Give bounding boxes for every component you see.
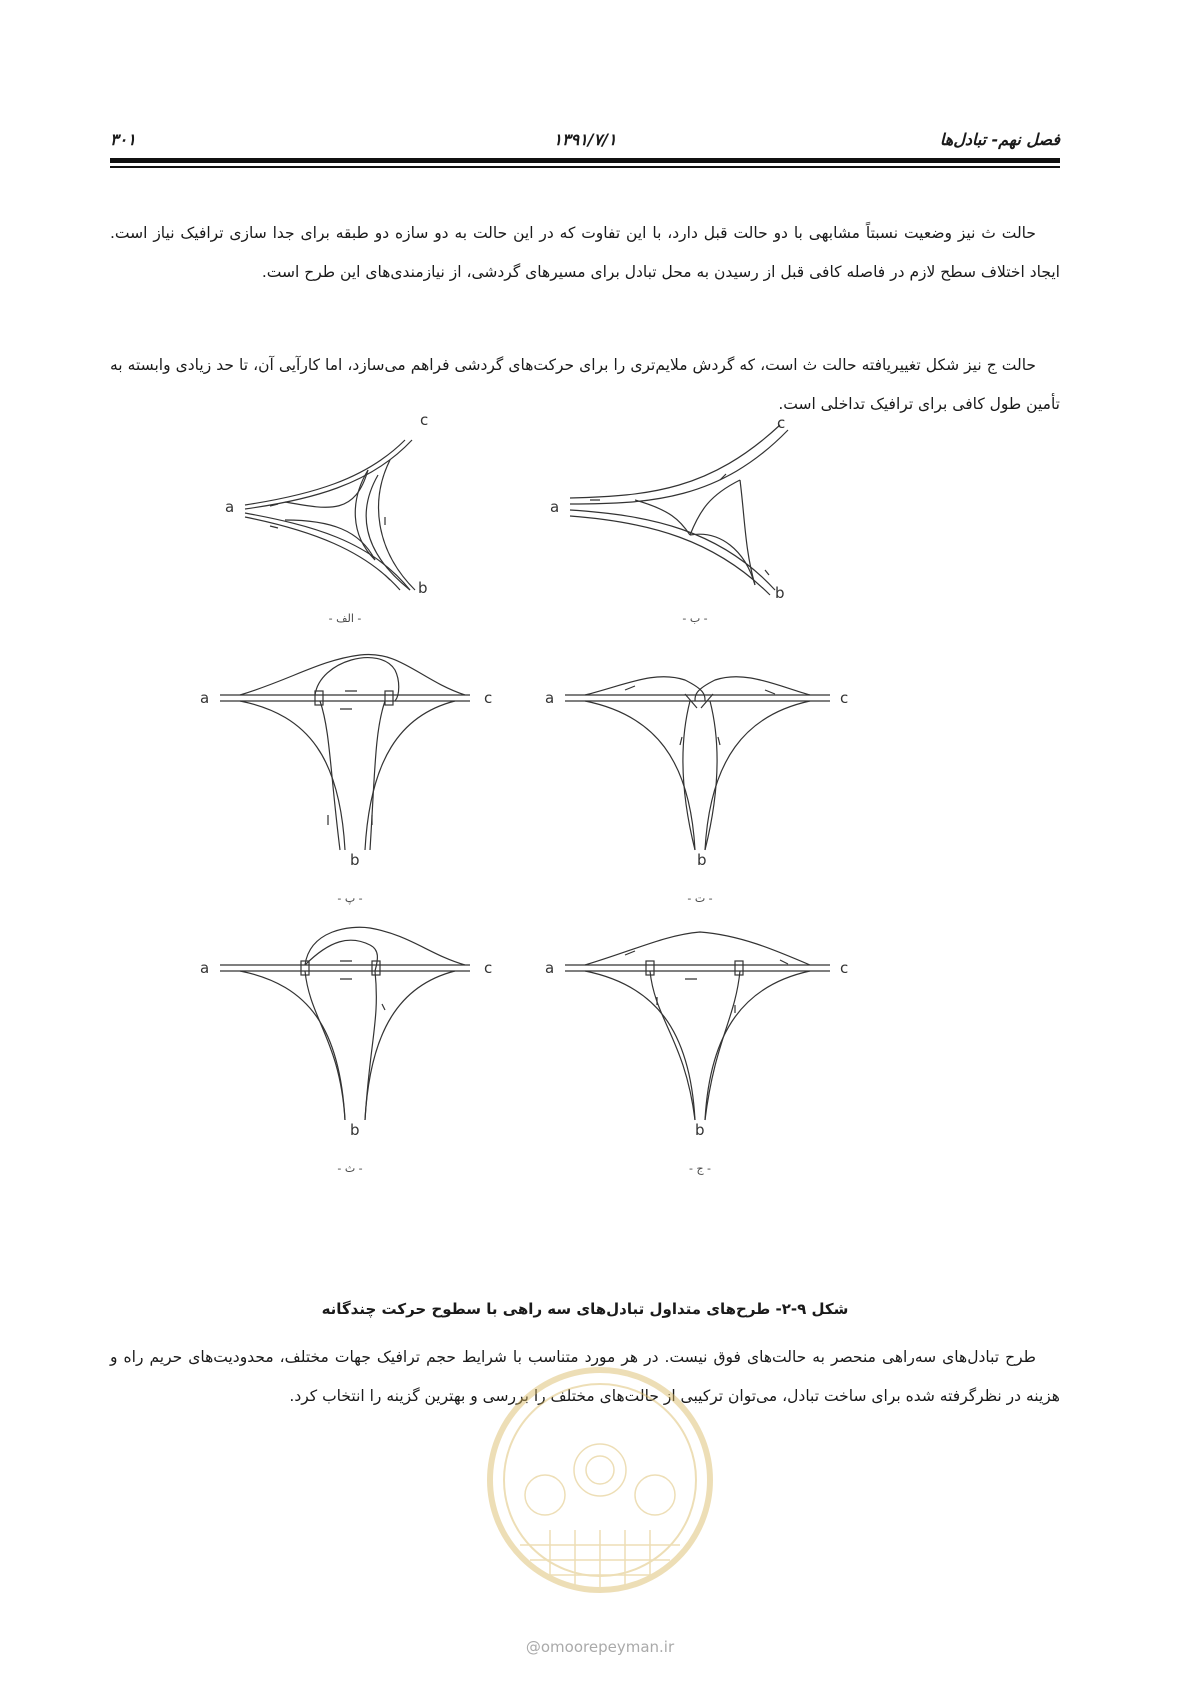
watermark-logo <box>480 1355 720 1605</box>
node-a-label: a <box>225 498 235 516</box>
node-b-label: b <box>695 1121 705 1139</box>
diagram-pe <box>200 654 492 905</box>
header-rule-thick <box>110 158 1060 163</box>
node-a-label: a <box>200 959 210 977</box>
node-c-label: c <box>484 959 493 977</box>
node-a-label: a <box>550 498 560 516</box>
sub-label-pe: - پ - <box>337 892 363 905</box>
sub-label-alef: - الف - <box>328 612 362 625</box>
paragraph-1 <box>110 214 1060 292</box>
node-a-label: a <box>545 689 555 707</box>
sub-label-jim: - ج - <box>688 1162 712 1175</box>
sub-label-be: - ب - <box>682 612 708 625</box>
node-b-label: b <box>418 579 428 597</box>
paragraph-2-text: حالت ج نیز شکل تغییریافته حالت ث است، که گردش ملایم‌تری را برای حرکت‌های گردشی فراهم می‌سازد، اما کارآیی آن، تا حد زیادی وابسته به تأمین طول کافی برای ترافیک تداخلی است. <box>110 356 1060 413</box>
diagram-alef <box>225 411 428 625</box>
node-c-label: c <box>420 411 429 429</box>
node-b-label: b <box>697 851 707 869</box>
chapter-title: فصل نهم- تبادل‌ها <box>939 130 1060 149</box>
page-header <box>110 120 1060 160</box>
node-c-label: c <box>840 959 849 977</box>
page-number: ۳۰۱ <box>110 130 136 149</box>
sub-label-te: - ت - <box>687 892 713 905</box>
interchange-figures <box>200 411 960 1260</box>
node-c-label: c <box>777 414 786 432</box>
node-c-label: c <box>840 689 849 707</box>
node-a-label: a <box>545 959 555 977</box>
header-rule-thin <box>110 166 1060 168</box>
paragraph-3-text: طرح تبادل‌های سه‌راهی منحصر به حالت‌های فوق نیست. در هر مورد متناسب با شرایط حجم ترافیک جهات مختلف، محدودیت‌های حریم راه و هزینه در نظرگرفته شده برای ساخت تبادل، می‌توان ترکیبی از حالت‌های مختلف را بررسی و بهترین گزینه را انتخاب کرد. <box>110 1348 1060 1405</box>
node-b-label: b <box>350 851 360 869</box>
node-b-label: b <box>775 584 785 602</box>
watermark-url: @omoorepeyman.ir <box>525 1638 675 1656</box>
paragraph-2 <box>110 346 1060 424</box>
sub-label-se: - ث - <box>337 1162 363 1175</box>
diagram-te <box>545 677 848 905</box>
diagram-se <box>200 927 492 1175</box>
diagram-jim <box>545 932 848 1175</box>
figure-caption: شکل ۹-۲- طرح‌های متداول تبادل‌های سه راهی با سطوح حرکت چندگانه <box>321 1300 849 1318</box>
diagram-be <box>550 414 788 625</box>
header-date: ۱۳۹۱/۷/۱ <box>553 130 617 149</box>
node-a-label: a <box>200 689 210 707</box>
node-c-label: c <box>484 689 493 707</box>
node-b-label: b <box>350 1121 360 1139</box>
paragraph-1-text: حالت ث نیز وضعیت نسبتاً مشابهی با دو حالت قبل دارد، با این تفاوت که در این حالت به دو سازه دو طبقه برای جدا سازی ترافیک نیاز است. ایجاد اختلاف سطح لازم در فاصله کافی قبل از رسیدن به محل تبادل برای مسیرهای گردشی، از نیازمندی‌های این طرح است. <box>110 224 1060 281</box>
